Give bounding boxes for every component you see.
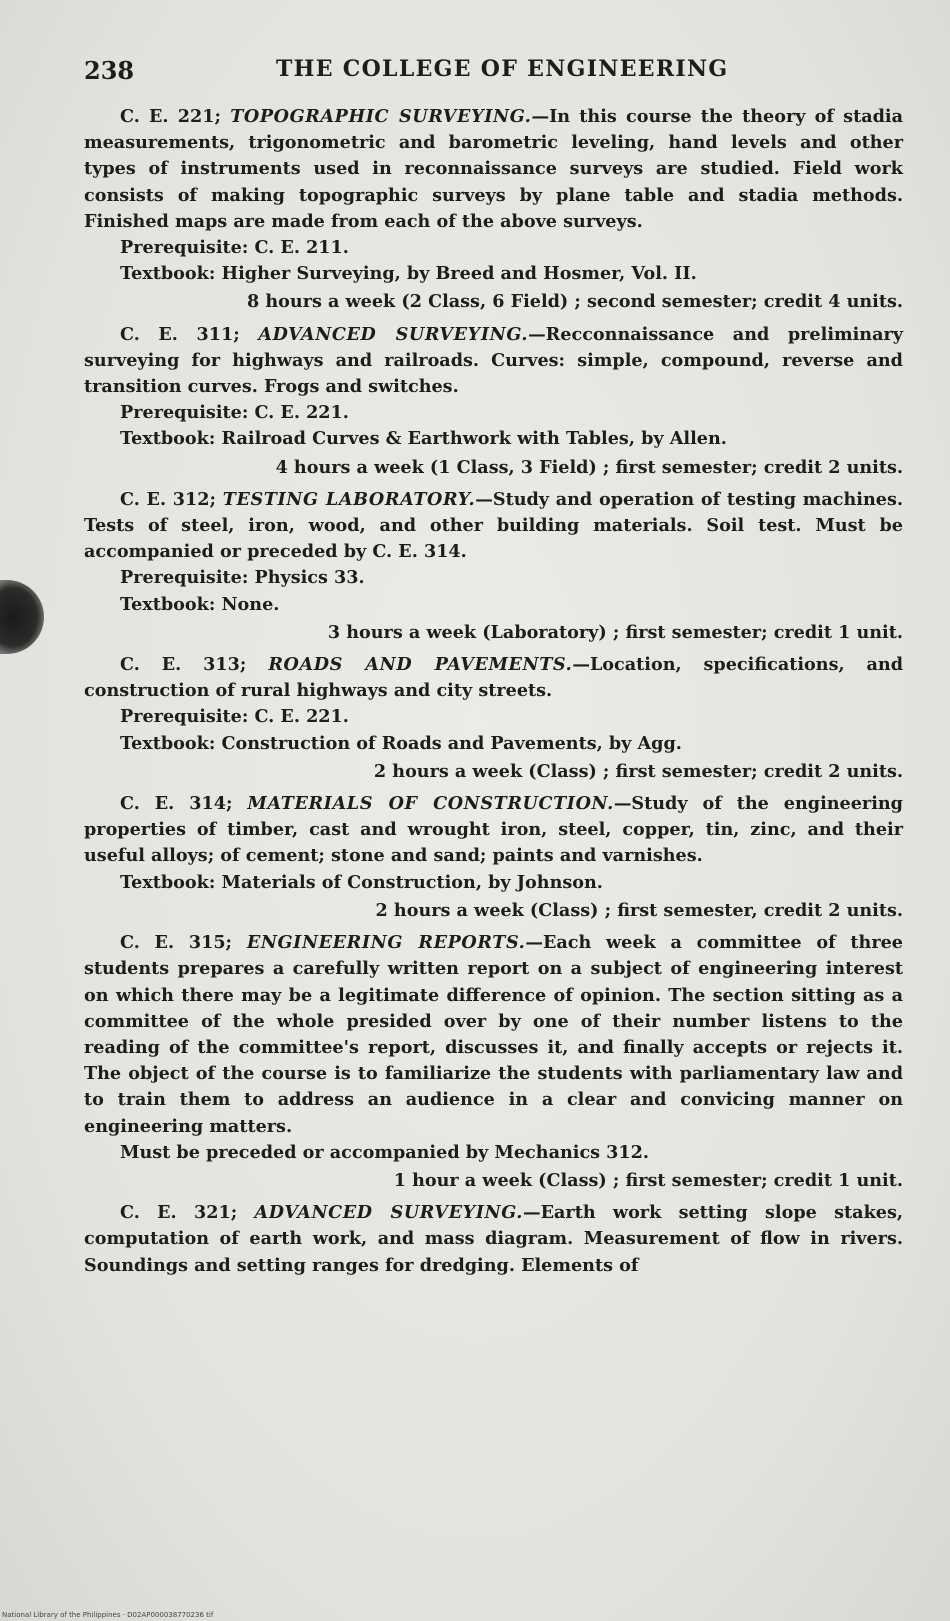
course-description xyxy=(84,322,903,401)
course-entry xyxy=(84,487,903,646)
course-title: TOPOGRAPHIC SURVEYING. xyxy=(230,106,532,127)
course-description-text: —Study and operation of testing machines. Tests of steel, iron, wood, and other building materials. Soil test. Must be accompanied or preceded by C. E. 314. xyxy=(84,488,903,563)
course-textbook: Textbook: Higher Surveying, by Breed and Hosmer, Vol. II. xyxy=(120,263,697,285)
course-textbook: Textbook: Materials of Construction, by Johnson. xyxy=(120,871,603,893)
course-code: C. E. 315; xyxy=(120,932,233,954)
course-description xyxy=(84,1200,903,1279)
course-title: ADVANCED SURVEYING. xyxy=(258,323,529,345)
course-description-text: —In this course the theory of stadia measurements, trigonometric and barometric leveling, hand levels and other types of instruments used in reconnaissance surveys are studied. Field work consists of making topographic surveys by plane table and stadia methods. Finished maps are made from each of the above surveys. xyxy=(84,106,903,232)
course-prerequisite: Prerequisite: Physics 33. xyxy=(120,567,365,589)
course-description-text: —Study of the engineering properties of timber, cast and wrought iron, steel, copper, tin, zinc, and their useful alloys; of cement; stone and sand; paints and varnishes. xyxy=(84,793,903,867)
course-description-text: —Earth work setting slope stakes, computation of earth work, and mass diagram. Measurement of flow in rivers. Soundings and setting ranges for dredging. Elements of xyxy=(84,1202,903,1276)
course-description xyxy=(84,652,903,704)
course-description xyxy=(84,791,903,870)
page-header xyxy=(84,56,904,92)
course-description-text: —Each week a committee of three students prepares a carefully written report on a subject of engineering interest on which there may be a legitimate difference of opinion. The section sitting as a committee of the whole presided over by one of their number listens to the reading of the committee's report, discusses it, and finally accepts or rejects it. The object of the course is to familiarize the students with parliamentary law and to train them to address an audience in a clear and convicing manner on engineering matters. xyxy=(84,932,903,1137)
course-entry xyxy=(84,930,903,1194)
course-prerequisite: Prerequisite: C. E. 221. xyxy=(120,706,349,728)
course-title: MATERIALS OF CONSTRUCTION. xyxy=(247,793,614,815)
page-number: 238 xyxy=(84,56,135,85)
course-description xyxy=(84,487,903,566)
scan-thumb-shadow xyxy=(0,580,44,654)
course-code: C. E. 311; xyxy=(120,323,240,345)
course-description xyxy=(84,104,903,235)
course-title: TESTING LABORATORY. xyxy=(222,488,476,510)
course-hours: 1 hour a week (Class) ; first semester; credit 1 unit. xyxy=(393,1169,903,1191)
course-title: ENGINEERING REPORTS. xyxy=(246,932,526,954)
course-code: C. E. 313; xyxy=(120,654,247,676)
course-list xyxy=(84,104,903,1282)
course-title: ROADS AND PAVEMENTS. xyxy=(268,654,573,676)
course-hours: 3 hours a week (Laboratory) ; first semester; credit 1 unit. xyxy=(327,621,903,643)
course-hours: 4 hours a week (1 Class, 3 Field) ; first semester; credit 2 units. xyxy=(275,456,903,478)
course-entry xyxy=(84,1200,903,1279)
course-hours: 2 hours a week (Class) ; first semester; credit 2 units. xyxy=(373,760,903,782)
course-description-text: —Recconnaissance and preliminary surveying for highways and railroads. Curves: simple, compound, reverse and transition curves. Frogs and switches. xyxy=(84,323,903,398)
course-code: C. E. 321; xyxy=(120,1202,238,1224)
course-code: C. E. 221; xyxy=(120,106,221,127)
running-head: THE COLLEGE OF ENGINEERING xyxy=(276,56,729,82)
course-hours: 2 hours a week (Class) ; first semester, credit 2 units. xyxy=(375,899,903,921)
course-code: C. E. 312; xyxy=(120,488,217,510)
course-textbook: Textbook: None. xyxy=(120,593,280,615)
course-code: C. E. 314; xyxy=(120,793,233,815)
course-prerequisite: Prerequisite: C. E. 211. xyxy=(120,237,349,259)
course-entry xyxy=(84,652,903,785)
course-hours: 8 hours a week (2 Class, 6 Field) ; second semester; credit 4 units. xyxy=(247,291,903,313)
course-entry xyxy=(84,322,903,481)
course-prerequisite: Must be preceded or accompanied by Mechanics 312. xyxy=(120,1141,650,1163)
course-textbook: Textbook: Railroad Curves & Earthwork with Tables, by Allen. xyxy=(120,428,727,450)
course-entry xyxy=(84,791,903,924)
course-entry xyxy=(84,104,903,316)
course-prerequisite: Prerequisite: C. E. 221. xyxy=(120,402,349,424)
course-title: ADVANCED SURVEYING. xyxy=(254,1202,524,1224)
course-textbook: Textbook: Construction of Roads and Pavements, by Agg. xyxy=(120,732,682,754)
scan-credit: National Library of the Philippines · D02AP000038770236 tif xyxy=(2,1611,214,1619)
course-description-text: —Location, specifications, and construction of rural highways and city streets. xyxy=(84,654,903,702)
course-description xyxy=(84,930,903,1140)
